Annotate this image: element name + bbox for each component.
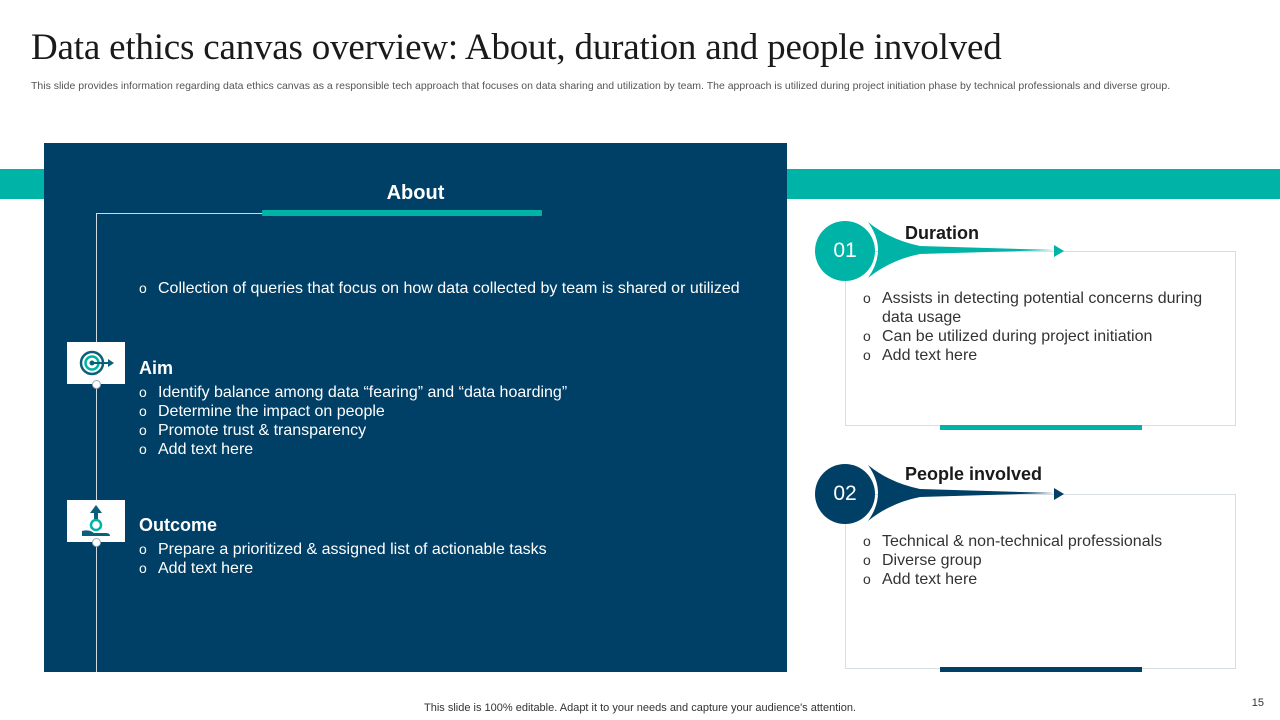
list-item: o Add text here	[139, 440, 739, 459]
people-involved-card-bar	[940, 667, 1142, 672]
about-intro-list	[139, 279, 759, 298]
list-item: o Add text here	[863, 570, 1213, 589]
list-item: o Identify balance among data “fearing” and “data hoarding”	[139, 383, 739, 402]
outcome-title: Outcome	[139, 515, 218, 535]
timeline-node-outcome	[92, 538, 101, 547]
people-involved-list	[863, 532, 1213, 589]
target-icon	[77, 347, 115, 379]
list-item: o Prepare a prioritized & assigned list of actionable tasks	[139, 540, 739, 559]
duration-number-badge: 01	[815, 221, 875, 281]
timeline-vertical-line	[96, 213, 97, 672]
list-item: o Add text here	[863, 346, 1213, 365]
footer-note: This slide is 100% editable. Adapt it to your needs and capture your audience's attention.	[424, 702, 856, 714]
aim-title: Aim	[139, 358, 174, 378]
list-item: o Diverse group	[863, 551, 1213, 570]
outcome-icon-box	[67, 500, 125, 542]
people-involved-title: People involved	[905, 464, 1043, 484]
duration-list	[863, 289, 1213, 365]
list-item: o Collection of queries that focus on how data collected by team is shared or utilized	[139, 279, 759, 298]
list-item: o Assists in detecting potential concerns during data usage	[863, 289, 1213, 327]
list-item: o Can be utilized during project initiation	[863, 327, 1213, 346]
about-heading-underline	[262, 210, 542, 216]
duration-card-bar	[940, 425, 1142, 430]
list-item: o Add text here	[139, 559, 739, 578]
aim-icon-box	[67, 342, 125, 384]
slide-subtitle: This slide provides information regarding data ethics canvas as a responsible tech approach that focuses on data sharing and utilization by team. The approach is utilized during project initiation phase by technical professionals and diverse group.	[31, 80, 1171, 92]
growth-hand-icon	[79, 503, 113, 539]
people-involved-number-badge: 02	[815, 464, 875, 524]
list-item: o Promote trust & transparency	[139, 421, 739, 440]
about-heading: About	[386, 182, 445, 204]
aim-list	[139, 383, 739, 459]
list-item: o Determine the impact on people	[139, 402, 739, 421]
duration-title: Duration	[905, 223, 979, 243]
page-number: 15	[1251, 697, 1264, 709]
slide-title: Data ethics canvas overview: About, duration and people involved	[31, 27, 1002, 68]
list-item: o Technical & non-technical professionals	[863, 532, 1213, 551]
timeline-node-aim	[92, 380, 101, 389]
outcome-list	[139, 540, 739, 578]
timeline-horizontal-line	[96, 213, 262, 214]
